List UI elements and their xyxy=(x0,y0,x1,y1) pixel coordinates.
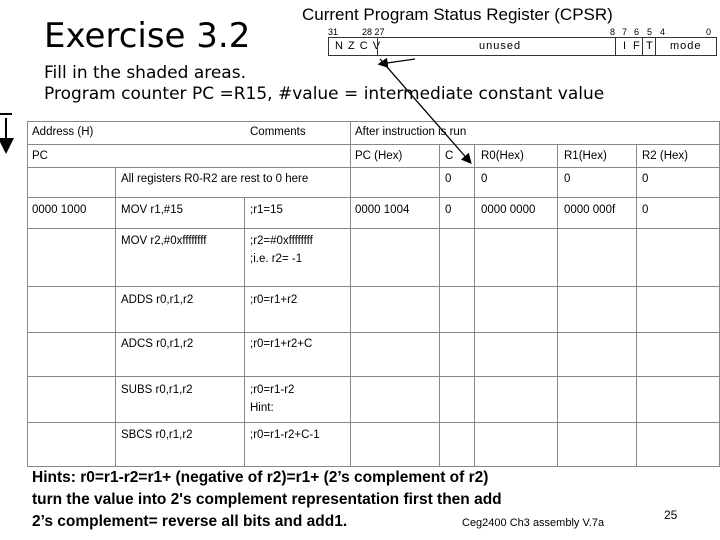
cpsr-i-bit: I xyxy=(623,40,628,52)
row-instruction: MOV r2,#0xffffffff xyxy=(121,235,207,247)
subtitle-line-1: Fill in the shaded areas. xyxy=(44,63,246,83)
header-comments: Comments xyxy=(250,126,306,138)
row-comment: ;r1=15 xyxy=(250,204,283,216)
hint-line-3: 2’s complement= reverse all bits and add1. xyxy=(32,513,348,530)
init-note: All registers R0-R2 are rest to 0 here xyxy=(121,173,309,185)
header-address: Address (H) xyxy=(32,126,94,138)
row-r1: 0000 000f xyxy=(564,204,616,216)
subtitle-line-2: Program counter PC =R15, #value = intermediate constant value xyxy=(44,84,605,104)
cpsr-bit-0: 0 xyxy=(706,27,712,37)
row-comment: ;r0=r1-r2+C-1 xyxy=(250,429,320,441)
cpsr-unused-field: unused xyxy=(479,40,522,52)
row-c: 0 xyxy=(445,204,452,216)
row-comment: ;r0=r1-r2 xyxy=(250,384,295,396)
cpsr-mode-field: mode xyxy=(670,40,702,52)
row-instruction: ADCS r0,r1,r2 xyxy=(121,338,194,350)
row-comment: ;r0=r1+r2 xyxy=(250,294,298,306)
cpsr-bit-8: 8 xyxy=(610,27,616,37)
row-comment-2: ;i.e. r2= -1 xyxy=(250,253,303,265)
row-comment-2: Hint: xyxy=(250,402,274,414)
row-address: 0000 1000 xyxy=(32,204,87,216)
cpsr-bit-6: 6 xyxy=(634,27,640,37)
page-title: Exercise 3.2 xyxy=(44,16,251,56)
cpsr-bit-5: 5 xyxy=(647,27,653,37)
cpsr-bit-31: 31 xyxy=(328,27,339,37)
arrow-icon xyxy=(380,59,415,64)
header-r2: R2 (Hex) xyxy=(642,150,689,162)
cpsr-bit-7: 7 xyxy=(622,27,628,37)
header-r0: R0(Hex) xyxy=(481,150,524,162)
row-r2: 0 xyxy=(642,204,649,216)
row-comment: ;r0=r1+r2+C xyxy=(250,338,313,350)
row-comment: ;r2=#0xffffffff xyxy=(250,235,313,247)
init-c: 0 xyxy=(445,173,452,185)
row-instruction: MOV r1,#15 xyxy=(121,204,183,216)
init-r2: 0 xyxy=(642,173,649,185)
row-instruction: SUBS r0,r1,r2 xyxy=(121,384,193,396)
header-after-instruction: After instruction is run xyxy=(355,126,467,138)
cpsr-nzcv-field: N Z C V xyxy=(335,40,382,52)
cpsr-f-bit: F xyxy=(633,40,641,52)
hint-line-1: Hints: r0=r1-r2=r1+ (negative of r2)=r1+ (2’s complement of r2) xyxy=(32,469,489,486)
footer-text: Ceg2400 Ch3 assembly V.7a xyxy=(462,517,605,529)
header-pc-hex: PC (Hex) xyxy=(355,150,403,162)
row-instruction: ADDS r0,r1,r2 xyxy=(121,294,194,306)
header-pc-row: PC xyxy=(32,150,48,162)
cpsr-bit-4: 4 xyxy=(660,27,666,37)
page-number: 25 xyxy=(664,508,678,522)
init-r0: 0 xyxy=(481,173,488,185)
header-c: C xyxy=(445,150,454,162)
init-r1: 0 xyxy=(564,173,571,185)
row-pc: 0000 1004 xyxy=(355,204,410,216)
header-r1: R1(Hex) xyxy=(564,150,607,162)
cpsr-title: Current Program Status Register (CPSR) xyxy=(302,5,613,24)
row-r0: 0000 0000 xyxy=(481,204,536,216)
cpsr-t-bit: T xyxy=(646,40,654,52)
hint-line-2: turn the value into 2's complement representation first then add xyxy=(32,491,502,508)
cpsr-bit-28-27: 28 27 xyxy=(362,27,385,37)
arrow-icon xyxy=(380,59,470,162)
row-instruction: SBCS r0,r1,r2 xyxy=(121,429,193,441)
